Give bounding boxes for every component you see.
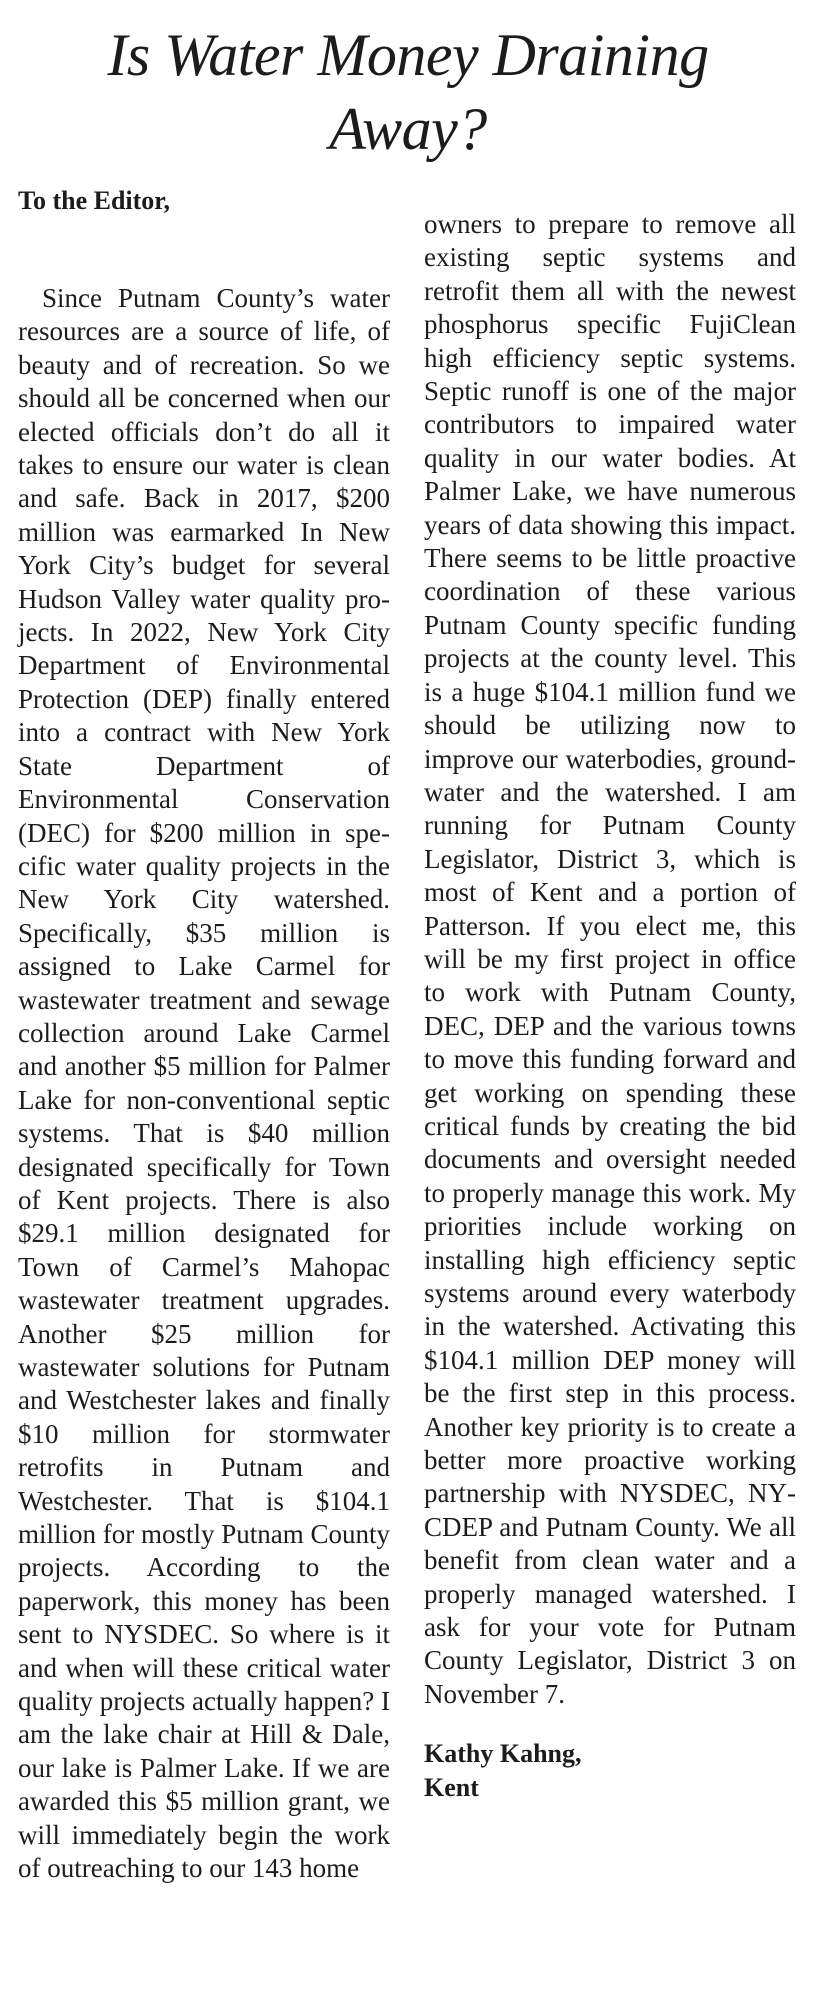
author-signature (424, 1737, 796, 1805)
article-column-right (424, 208, 796, 1805)
body-text-right: owners to prepare to remove all existing septic systems and retrofit them all with the newest phosphorus specific FujiClean high efficiency septic systems. Septic runoff is one of the major contributors to impaired water quality in our water bodies. At Palmer Lake, we have numerous years of data showing this impact. There seems to be little proactive coordination of these various Putnam County specific funding projects at the county level. This is a huge $104.1 million fund we should be utilizing now to improve our waterbodies, groundwater and the watershed. I am running for Putnam County Legislator, District 3, which is most of Kent and a portion of Patterson. If you elect me, this will be my first project in office to work with Putnam County, DEC, DEP and the various towns to move this funding forward and get working on spending these critical funds by creating the bid documents and oversight needed to properly manage this work. My priorities include working on installing high efficiency septic systems around every waterbody in the watershed. Activating this $104.1 million DEP money will be the first step in this process. Another key priority is to create a better more proactive working partnership with NYSDEC, NYCDEP and Putnam County. We all benefit from clean water and a properly managed watershed. I ask for your vote for Putnam County Legislator, District 3 on November 7. (424, 209, 796, 1709)
author-name: Kathy Kahng, (424, 1739, 582, 1769)
salutation: To the Editor, (18, 186, 170, 215)
author-town: Kent (424, 1773, 479, 1803)
body-text-left: Since Putnam County’s water resources are a source of life, of beauty and of recreation. So we should all be concerned when our elected officials don’t do all it takes to ensure our water is clean and safe. Back in 2017, $200 million was earmarked In New York City’s budget for several Hudson Valley water quality projects. In 2022, New York City Department of Environmental Protection (DEP) finally entered into a contract with New York State Department of Environmental Conservation (DEC) for $200 million in specific water quality projects in the New York City watershed. Specifically, $35 million is assigned to Lake Carmel for wastewater treatment and sewage collection around Lake Carmel and another $5 million for Palmer Lake for non-conventional septic systems. That is $40 million designated specifically for Town of Kent projects. There is also $29.1 million designated for Town of Carmel’s Mahopac wastewater treatment upgrades. Another $25 million for wastewater solutions for Putnam and Westchester lakes and finally $10 million for stormwater retrofits in Putnam and Westchester. That is $104.1 million for mostly Putnam County projects. According to the paperwork, this money has been sent to NYSDEC. So where is it and when will these critical water quality projects actually happen? I am the lake chair at Hill & Dale, our lake is Palmer Lake. If we are awarded this $5 million grant, we will immediately begin the work of outreaching to our 143 home (18, 283, 391, 1884)
article-headline: Is Water Money Draining Away? (107, 22, 709, 162)
article-column-left (18, 186, 390, 1886)
